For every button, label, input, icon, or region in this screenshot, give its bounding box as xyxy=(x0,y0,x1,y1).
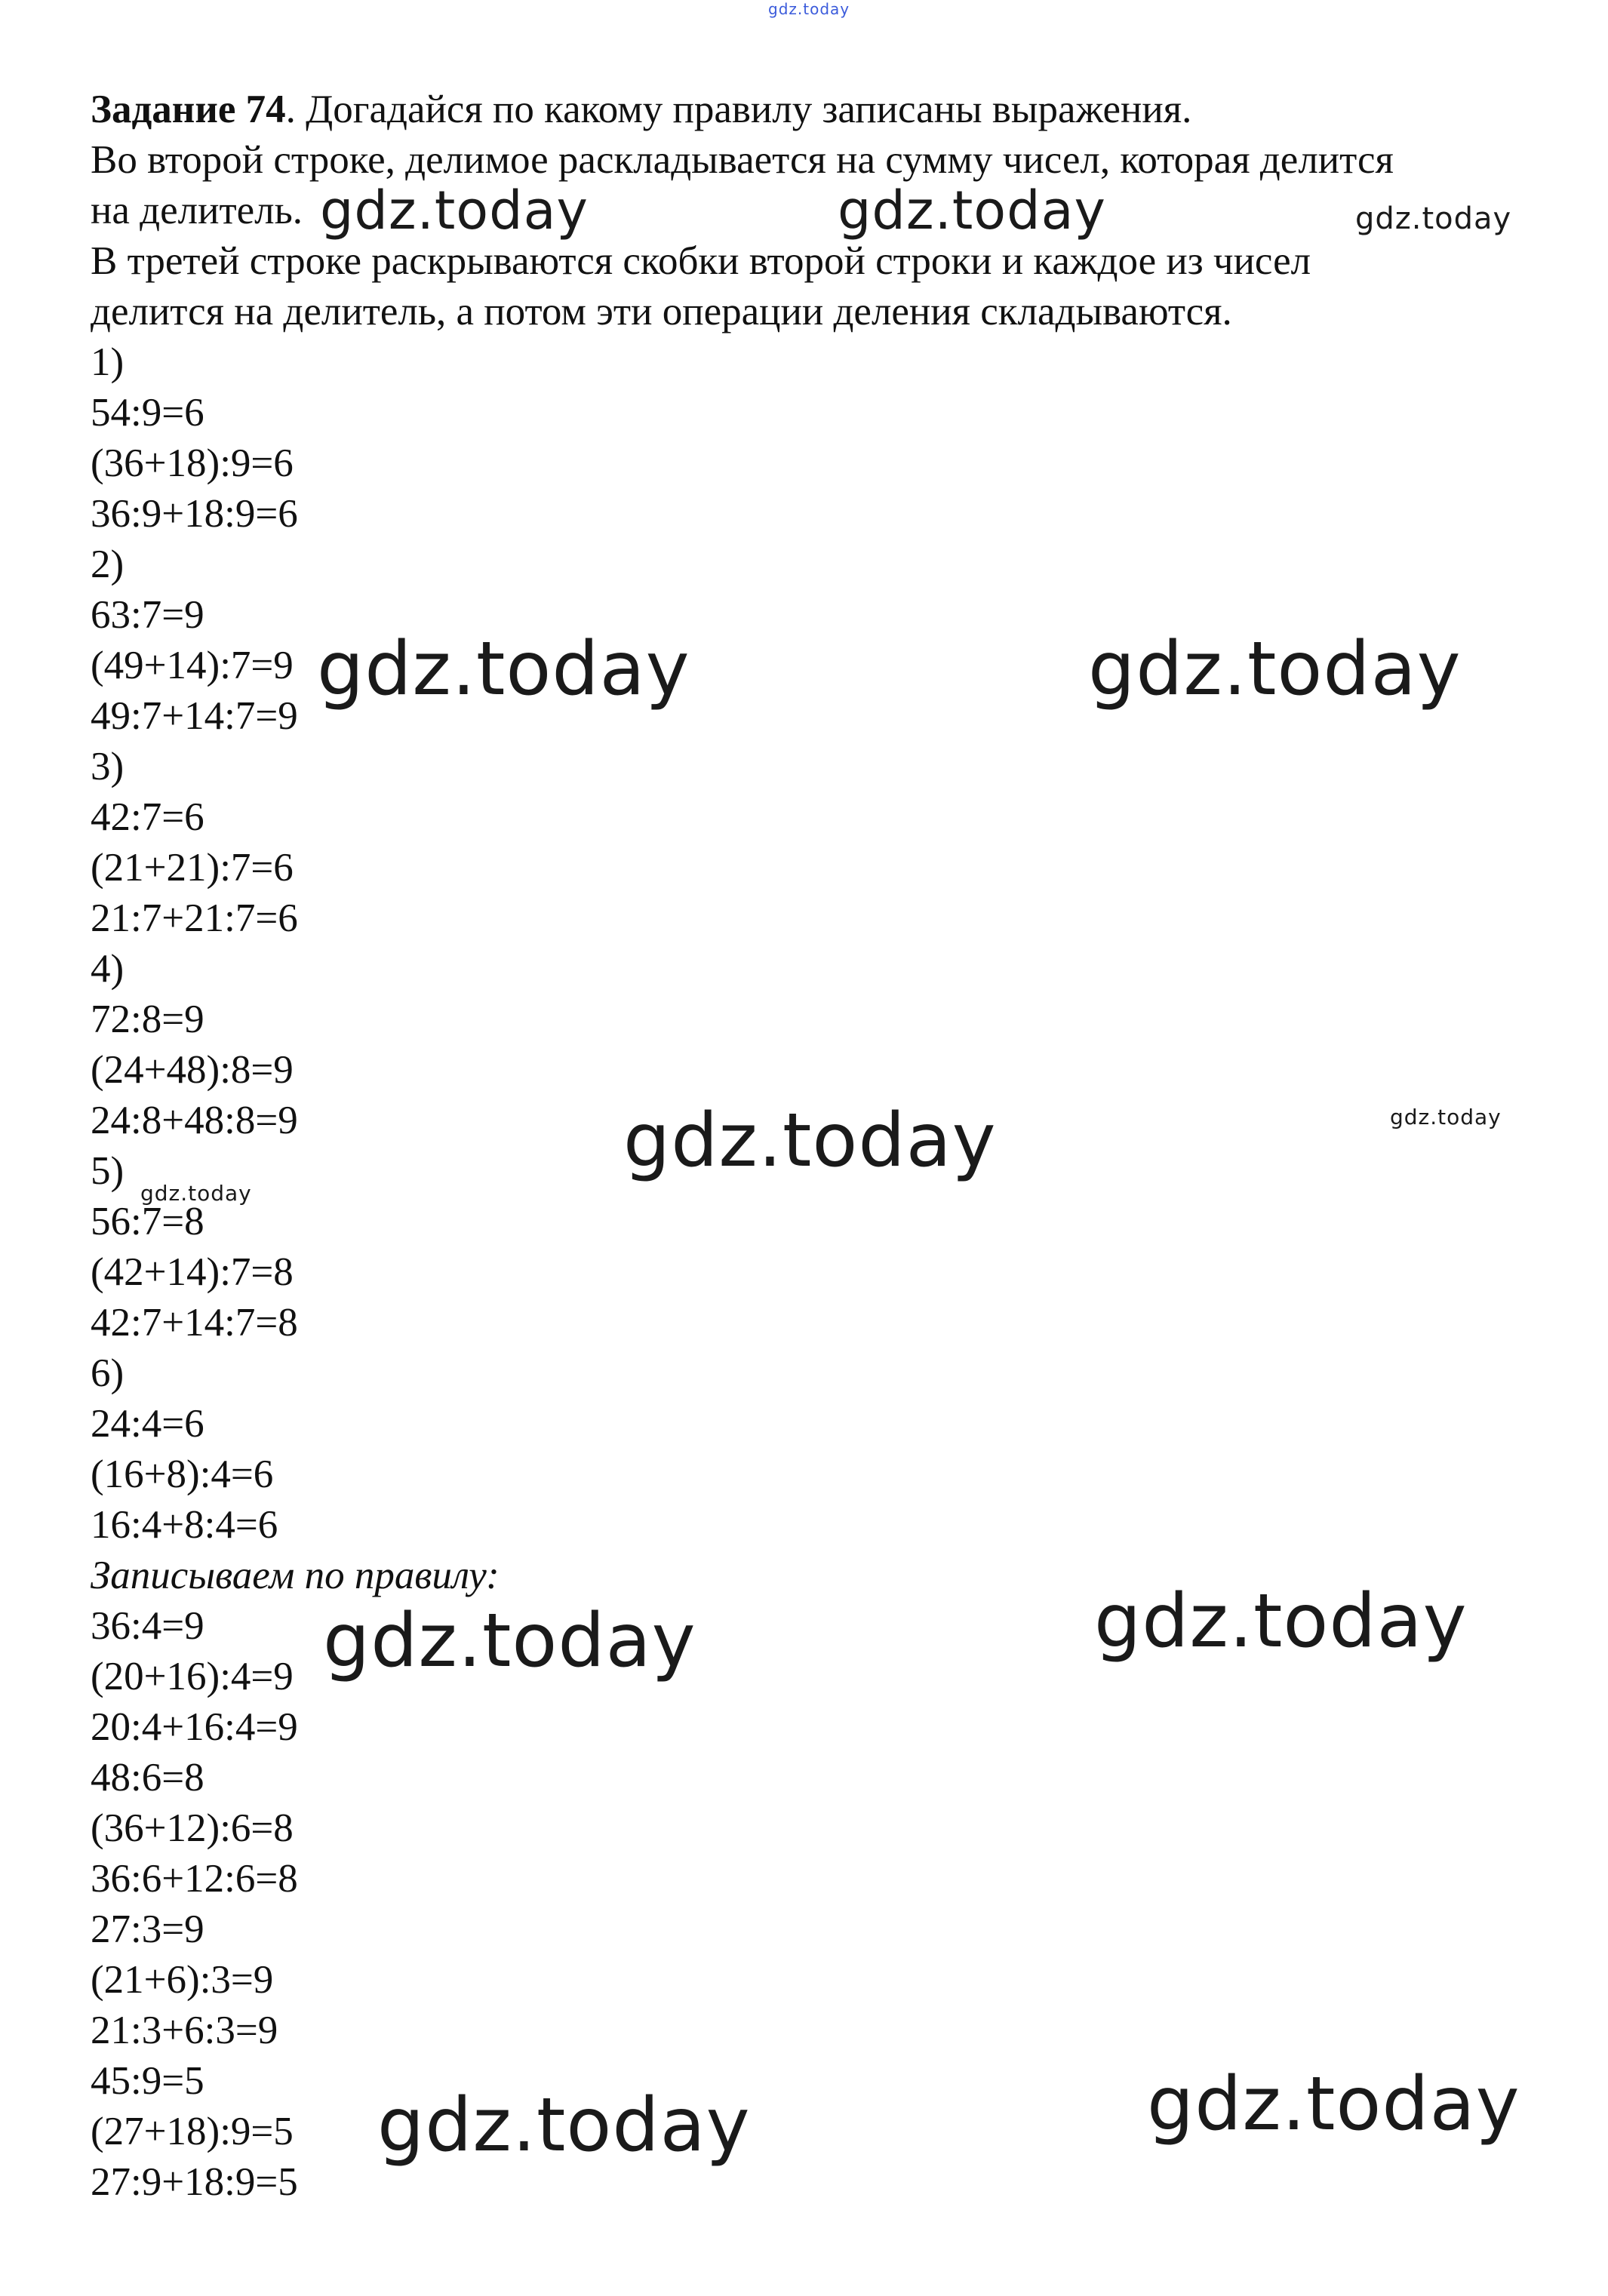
expression-line: 42:7+14:7=8 xyxy=(91,1301,298,1345)
task-number: Задание 74 xyxy=(91,88,286,131)
watermark: gdz.today xyxy=(1147,2061,1520,2147)
expression-line: 21:7+21:7=6 xyxy=(91,896,298,940)
rule-line: 36:6+12:6=8 xyxy=(91,1857,298,1901)
watermark: gdz.today xyxy=(140,1181,252,1206)
task-instruction: . Догадайся по какому правилу записаны выражения. xyxy=(285,88,1192,131)
watermark: gdz.today xyxy=(1094,1578,1468,1664)
group-label: 2) xyxy=(91,542,125,586)
group-label: 3) xyxy=(91,745,125,788)
example-group-6 xyxy=(91,1348,1570,1551)
watermark: gdz.today xyxy=(1390,1105,1502,1130)
watermark: gdz.today xyxy=(317,626,690,712)
expression-line: 16:4+8:4=6 xyxy=(91,1503,278,1547)
watermark: gdz.today xyxy=(838,180,1106,241)
expression-line: (16+8):4=6 xyxy=(91,1452,274,1496)
expression-line: 42:7=6 xyxy=(91,795,204,839)
expression-line: (49+14):7=9 xyxy=(91,644,294,687)
rule-line: 45:9=5 xyxy=(91,2059,204,2103)
rule-line: 36:4=9 xyxy=(91,1604,204,1648)
explanation-line-3: В третей строке раскрываются скобки второй строки и каждое из чисел xyxy=(91,239,1311,283)
rule-line: 21:3+6:3=9 xyxy=(91,2009,278,2052)
example-group-1 xyxy=(91,337,1570,539)
rule-line: 48:6=8 xyxy=(91,1756,204,1800)
expression-line: (42+14):7=8 xyxy=(91,1250,294,1294)
rule-line: 27:9+18:9=5 xyxy=(91,2160,298,2204)
rule-line: (21+6):3=9 xyxy=(91,1958,274,2002)
expression-line: 24:4=6 xyxy=(91,1402,204,1446)
explanation-line-1: Во второй строке, делимое раскладывается на сумму чисел, которая делится xyxy=(91,138,1394,182)
group-label: 5) xyxy=(91,1149,125,1193)
expression-line: (36+18):9=6 xyxy=(91,441,294,485)
watermark: gdz.today xyxy=(1088,626,1462,712)
rule-line: (20+16):4=9 xyxy=(91,1655,294,1698)
group-label: 4) xyxy=(91,947,125,991)
explanation-line-2: на делитель. xyxy=(91,189,303,232)
expression-line: 63:7=9 xyxy=(91,593,204,637)
watermark: gdz.today xyxy=(320,180,589,241)
watermark-top: gdz.today xyxy=(768,0,850,18)
expression-line: 72:8=9 xyxy=(91,997,204,1041)
expression-line: (24+48):8=9 xyxy=(91,1048,294,1092)
rule-line: (27+18):9=5 xyxy=(91,2110,294,2153)
task-title xyxy=(91,85,1570,135)
example-group-3 xyxy=(91,742,1570,944)
explanation-line-4: делится на делитель, а потом эти операции деления складываются. xyxy=(91,290,1232,333)
rule-line: 27:3=9 xyxy=(91,1907,204,1951)
rule-line: 20:4+16:4=9 xyxy=(91,1705,298,1749)
rule-line: (36+12):6=8 xyxy=(91,1806,294,1850)
watermark: gdz.today xyxy=(323,1598,696,1684)
expression-line: 49:7+14:7=9 xyxy=(91,694,298,738)
rule-heading: Записываем по правилу: xyxy=(91,1554,500,1597)
expression-line: (21+21):7=6 xyxy=(91,846,294,890)
expression-line: 24:8+48:8=9 xyxy=(91,1099,298,1142)
watermark: gdz.today xyxy=(1355,201,1512,236)
watermark: gdz.today xyxy=(377,2082,751,2168)
expression-line: 56:7=8 xyxy=(91,1200,204,1243)
watermark: gdz.today xyxy=(623,1098,997,1184)
expression-line: 36:9+18:9=6 xyxy=(91,492,298,536)
group-label: 6) xyxy=(91,1351,125,1395)
expression-line: 54:9=6 xyxy=(91,391,204,435)
group-label: 1) xyxy=(91,340,125,384)
